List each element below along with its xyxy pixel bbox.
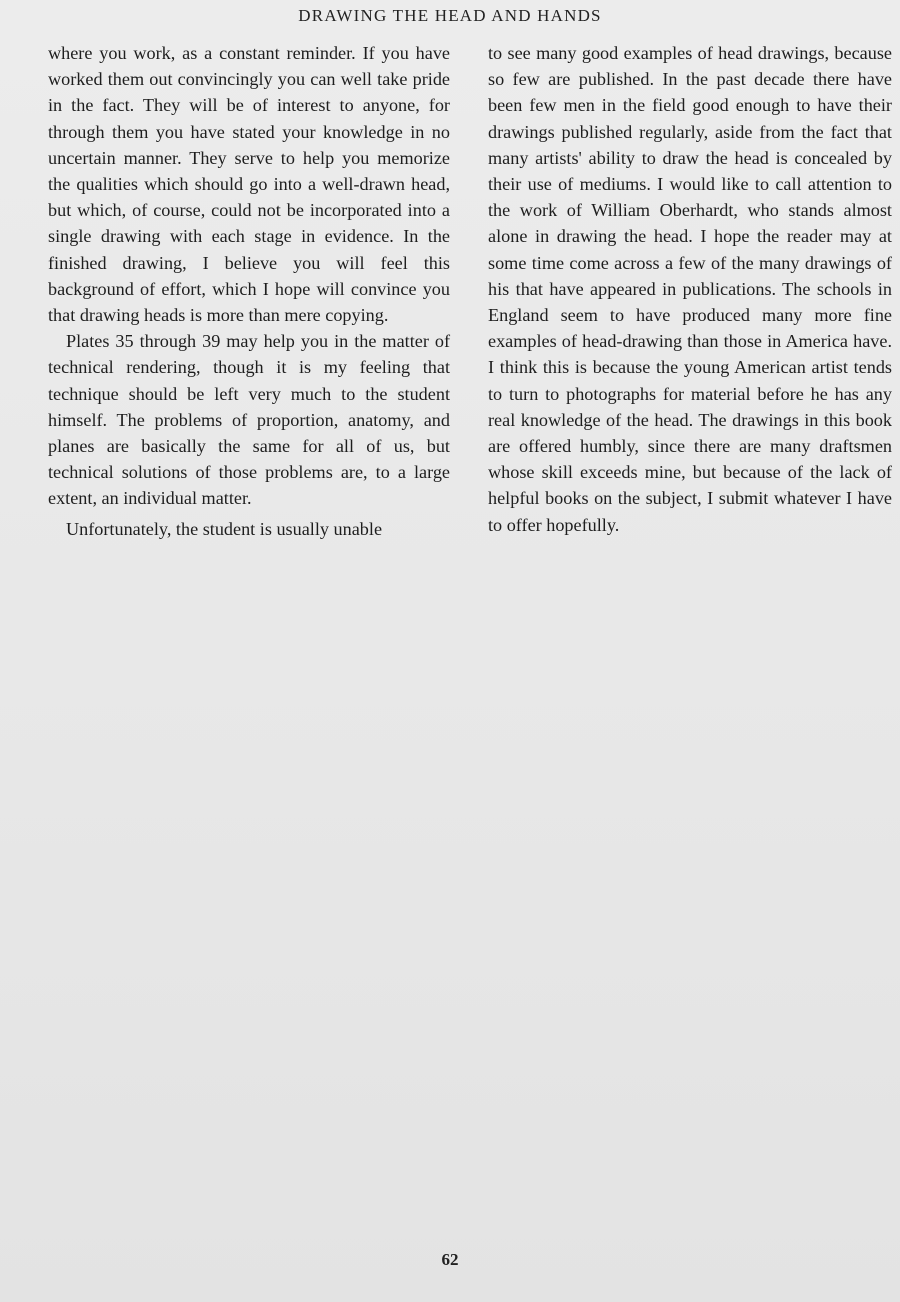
running-head: DRAWING THE HEAD AND HANDS (298, 6, 602, 25)
left-column (48, 40, 450, 542)
right-paragraph-1: to see many good examples of head drawings, because so few are published. In the past decade there have been few men in the field good enough to have their drawings published regularly, aside from the fact that many artists' ability to draw the head is concealed by their use of mediums. I would like to call attention to the work of William Oberhardt, who stands almost alone in drawing the head. I hope the reader may at some time come across a few of the many drawings of his that have appeared in publications. The schools in England seem to have produced many more fine examples of head-drawing than those in America have. I think this is because the young American artist tends to turn to photographs for material before he has any real knowledge of the head. The drawings in this book are offered humbly, since there are many draftsmen whose skill exceeds mine, but because of the lack of helpful books on the subject, I submit whatever I have to offer hopefully. (488, 43, 892, 535)
left-paragraph-1: where you work, as a constant reminder. If you have worked them out convincingly you can well take pride in the fact. They will be of interest to anyone, for through them you have stated your knowledge in no uncertain manner. They serve to help you memorize the qualities which should go into a well-drawn head, but which, of course, could not be incorporated into a single drawing with each stage in evidence. In the finished drawing, I believe you will feel this background of effort, which I hope will convince you that drawing heads is more than mere copying. (48, 43, 450, 326)
right-column (488, 40, 892, 538)
page-number: 62 (441, 1250, 459, 1269)
left-paragraph-3: Unfortunately, the student is usually unable (66, 518, 383, 539)
left-paragraph-2: Plates 35 through 39 may help you in the matter of technical rendering, though it is my feeling that technique should be left very much to the student himself. The problems of proportion, anatomy, and planes are basically the same for all of us, but technical solutions of those problems are, to a large extent, an individual matter. (48, 331, 450, 509)
